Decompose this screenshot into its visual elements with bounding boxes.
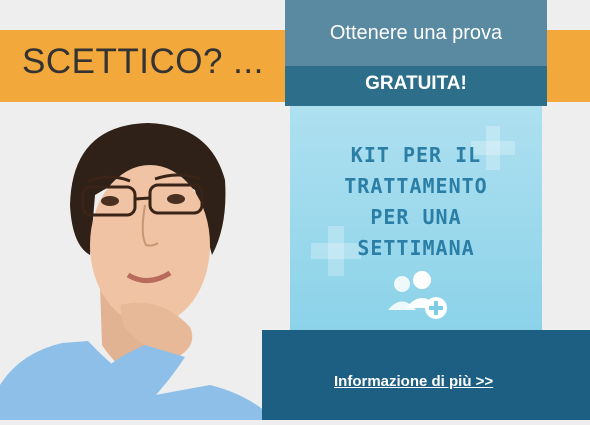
- add-users-icon: [380, 268, 455, 324]
- offer-line2: GRATUITA!: [365, 73, 467, 94]
- offer-line1: Ottenere una prova: [329, 22, 503, 44]
- more-info-link[interactable]: Informazione di più >>: [334, 373, 494, 390]
- headline: SCETTICO? ...: [22, 42, 264, 81]
- kit-title: KIT PER IL TRATTAMENTO PER UNA SETTIMANA: [344, 143, 488, 260]
- orange-banner-right: [540, 30, 590, 102]
